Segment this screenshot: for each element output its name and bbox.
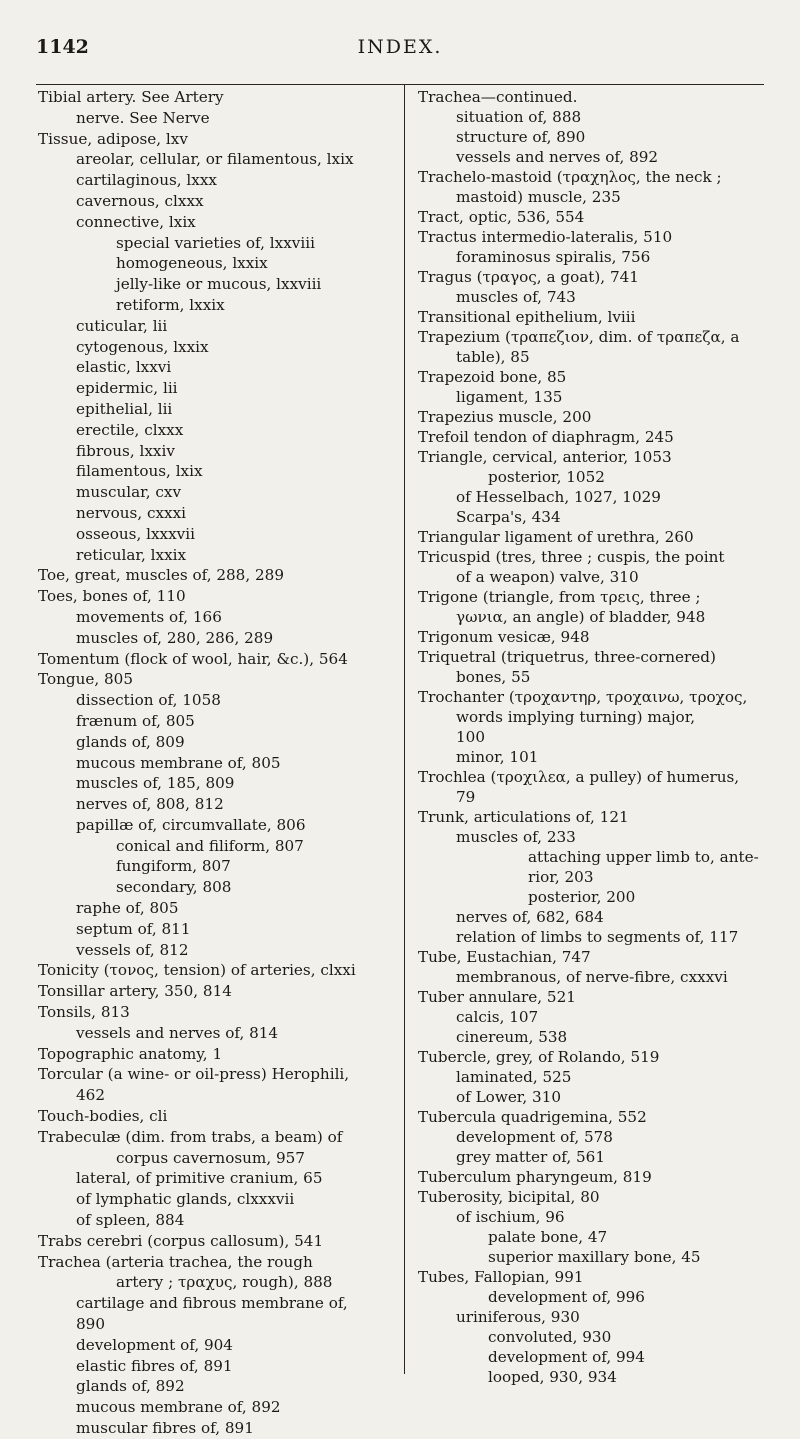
index-entry: Trachelo-mastoid (τραχηλος, the neck ; bbox=[418, 168, 722, 186]
index-entry: jelly-like or mucous, lxxviii bbox=[116, 275, 322, 294]
index-entry: muscles of, 233 bbox=[456, 828, 576, 846]
index-entry: elastic, lxxvi bbox=[76, 358, 172, 377]
index-entry: cuticular, lii bbox=[76, 316, 168, 335]
index-entry: muscular, cxv bbox=[76, 483, 182, 502]
page-header bbox=[32, 36, 768, 66]
index-entry: attaching upper limb to, ante- bbox=[528, 848, 759, 866]
index-entry: structure of, 890 bbox=[456, 128, 586, 146]
index-entry: corpus cavernosum, 957 bbox=[116, 1148, 305, 1167]
index-entry: homogeneous, lxxix bbox=[116, 254, 268, 273]
index-entry: of Hesselbach, 1027, 1029 bbox=[456, 488, 661, 506]
index-entry: convoluted, 930 bbox=[488, 1328, 612, 1346]
index-entry: 462 bbox=[76, 1086, 105, 1105]
index-entry: posterior, 200 bbox=[528, 888, 636, 906]
index-entry: development of, 996 bbox=[488, 1288, 645, 1306]
index-entry: Trachea (arteria trachea, the rough bbox=[38, 1252, 313, 1271]
index-entry: epithelial, lii bbox=[76, 399, 173, 418]
index-entry: nerves of, 682, 684 bbox=[456, 908, 604, 926]
index-entry: papillæ of, circumvallate, 806 bbox=[76, 815, 306, 834]
running-title: INDEX. bbox=[357, 36, 443, 58]
index-entry: posterior, 1052 bbox=[488, 468, 605, 486]
header-rule bbox=[36, 84, 764, 85]
index-entry: foraminosus spiralis, 756 bbox=[456, 248, 651, 266]
index-entry: areolar, cellular, or filamentous, lxix bbox=[76, 150, 354, 169]
index-entry: of ischium, 96 bbox=[456, 1208, 565, 1226]
column-divider bbox=[404, 84, 405, 1374]
index-entry: Trabeculæ (dim. from trabs, a beam) of bbox=[38, 1127, 343, 1146]
index-entry: relation of limbs to segments of, 117 bbox=[456, 928, 739, 946]
index-entry: mastoid) muscle, 235 bbox=[456, 188, 621, 206]
index-entry: Tonsils, 813 bbox=[38, 1003, 130, 1022]
index-entry: Triquetral (triquetrus, three-cornered) bbox=[418, 648, 716, 666]
index-entry: glands of, 892 bbox=[76, 1377, 185, 1396]
index-entry: development of, 904 bbox=[76, 1335, 233, 1354]
index-entry: cavernous, clxxx bbox=[76, 191, 204, 210]
index-entry: special varieties of, lxxviii bbox=[116, 233, 315, 252]
index-entry: of lymphatic glands, clxxxvii bbox=[76, 1190, 295, 1209]
index-entry: Toe, great, muscles of, 288, 289 bbox=[38, 566, 284, 585]
index-entry: vessels and nerves of, 892 bbox=[456, 148, 659, 166]
index-entry: uriniferous, 930 bbox=[456, 1308, 580, 1326]
index-entry: Toes, bones of, 110 bbox=[38, 587, 186, 606]
index-entry: nerves of, 808, 812 bbox=[76, 795, 224, 814]
index-entry: Tractus intermedio-lateralis, 510 bbox=[418, 228, 673, 246]
index-column-right bbox=[418, 87, 768, 1387]
index-entry: Trapezium (τραπεζιον, dim. of τραπεζα, a bbox=[418, 328, 740, 346]
index-entry: Tomentum (flock of wool, hair, &c.), 564 bbox=[38, 649, 348, 668]
index-entry: laminated, 525 bbox=[456, 1068, 572, 1086]
index-entry: Tuber annulare, 521 bbox=[418, 988, 576, 1006]
index-entry: Touch-bodies, cli bbox=[38, 1107, 168, 1126]
index-entry: Trunk, articulations of, 121 bbox=[418, 808, 629, 826]
index-entry: Trabs cerebri (corpus callosum), 541 bbox=[38, 1231, 324, 1250]
index-entry: glands of, 809 bbox=[76, 732, 185, 751]
index-entry: elastic fibres of, 891 bbox=[76, 1356, 233, 1375]
index-entry: raphe of, 805 bbox=[76, 899, 179, 918]
index-entry: movements of, 166 bbox=[76, 607, 222, 626]
index-entry: erectile, clxxx bbox=[76, 420, 184, 439]
index-entry: muscles of, 743 bbox=[456, 288, 576, 306]
index-entry: γωνια, an angle) of bladder, 948 bbox=[456, 608, 706, 626]
index-entry: septum of, 811 bbox=[76, 919, 191, 938]
index-entry: cartilage and fibrous membrane of, bbox=[76, 1294, 348, 1313]
index-entry: ligament, 135 bbox=[456, 388, 563, 406]
index-entry: Trapezoid bone, 85 bbox=[418, 368, 567, 386]
index-entry: vessels of, 812 bbox=[76, 940, 189, 959]
index-entry: Tonicity (τονος, tension) of arteries, clxxi bbox=[38, 961, 356, 980]
index-entry: Trochanter (τροχαντηρ, τροχαινω, τροχος, bbox=[418, 688, 748, 706]
index-entry: muscles of, 280, 286, 289 bbox=[76, 628, 274, 647]
index-entry: table), 85 bbox=[456, 348, 530, 366]
index-entry: secondary, 808 bbox=[116, 878, 232, 897]
index-entry: epidermic, lii bbox=[76, 379, 178, 398]
index-entry: superior maxillary bone, 45 bbox=[488, 1248, 701, 1266]
index-entry: Triangular ligament of urethra, 260 bbox=[418, 528, 694, 546]
index-entry: lateral, of primitive cranium, 65 bbox=[76, 1169, 323, 1188]
index-entry: mucous membrane of, 892 bbox=[76, 1398, 281, 1417]
index-entry: Tongue, 805 bbox=[38, 670, 134, 689]
index-entry: cartilaginous, lxxx bbox=[76, 171, 217, 190]
index-entry: Torcular (a wine- or oil-press) Herophili, bbox=[38, 1065, 350, 1084]
index-entry: grey matter of, 561 bbox=[456, 1148, 605, 1166]
index-entry: frænum of, 805 bbox=[76, 711, 195, 730]
index-entry: Trefoil tendon of diaphragm, 245 bbox=[418, 428, 674, 446]
index-entry: Trapezius muscle, 200 bbox=[418, 408, 592, 426]
index-entry: nerve. See Nerve bbox=[76, 108, 210, 127]
index-entry: muscles of, 185, 809 bbox=[76, 774, 235, 793]
index-entry: 890 bbox=[76, 1315, 105, 1334]
index-entry: retiform, lxxix bbox=[116, 295, 225, 314]
index-entry: fungiform, 807 bbox=[116, 857, 231, 876]
index-entry: Tube, Eustachian, 747 bbox=[418, 948, 591, 966]
index-entry: 79 bbox=[456, 788, 476, 806]
index-entry: Tonsillar artery, 350, 814 bbox=[38, 982, 232, 1001]
index-entry: osseous, lxxxvii bbox=[76, 524, 195, 543]
index-entry: membranous, of nerve-fibre, cxxxvi bbox=[456, 968, 728, 986]
page-number: 1142 bbox=[36, 36, 89, 58]
index-entry: Trachea—continued. bbox=[418, 88, 578, 106]
index-entry: fibrous, lxxiv bbox=[76, 441, 175, 460]
index-entry: Topographic anatomy, 1 bbox=[38, 1044, 223, 1063]
index-column-left bbox=[38, 87, 398, 1439]
index-entry: Trochlea (τροχιλεα, a pulley) of humerus, bbox=[418, 768, 740, 786]
index-entry: artery ; τραχυς, rough), 888 bbox=[116, 1273, 333, 1292]
index-entry: looped, 930, 934 bbox=[488, 1368, 617, 1386]
index-entry: Transitional epithelium, lviii bbox=[418, 308, 636, 326]
index-entry: 100 bbox=[456, 728, 485, 746]
index-entry: vessels and nerves of, 814 bbox=[76, 1023, 279, 1042]
index-entry: development of, 994 bbox=[488, 1348, 645, 1366]
index-entry: connective, lxix bbox=[76, 212, 196, 231]
index-entry: bones, 55 bbox=[456, 668, 531, 686]
index-entry: cinereum, 538 bbox=[456, 1028, 568, 1046]
index-entry: Trigonum vesicæ, 948 bbox=[418, 628, 590, 646]
index-entry: words implying turning) major, bbox=[456, 708, 696, 726]
index-entry: Tissue, adipose, lxv bbox=[38, 129, 188, 148]
index-entry: Tragus (τραγος, a goat), 741 bbox=[418, 268, 639, 286]
index-entry: Tubercula quadrigemina, 552 bbox=[418, 1108, 647, 1126]
index-entry: muscular fibres of, 891 bbox=[76, 1419, 254, 1437]
index-entry: Tuberosity, bicipital, 80 bbox=[418, 1188, 600, 1206]
index-entry: Tuberculum pharyngeum, 819 bbox=[418, 1168, 652, 1186]
index-entry: mucous membrane of, 805 bbox=[76, 753, 281, 772]
index-entry: Triangle, cervical, anterior, 1053 bbox=[418, 448, 672, 466]
index-entry: minor, 101 bbox=[456, 748, 539, 766]
index-entry: nervous, cxxxi bbox=[76, 503, 187, 522]
index-entry: Tricuspid (tres, three ; cuspis, the point bbox=[418, 548, 725, 566]
index-entry: calcis, 107 bbox=[456, 1008, 539, 1026]
index-entry: cytogenous, lxxix bbox=[76, 337, 209, 356]
index-entry: Tubercle, grey, of Rolando, 519 bbox=[418, 1048, 660, 1066]
index-entry: filamentous, lxix bbox=[76, 462, 203, 481]
index-entry: Tubes, Fallopian, 991 bbox=[418, 1268, 584, 1286]
index-entry: palate bone, 47 bbox=[488, 1228, 608, 1246]
index-entry: conical and filiform, 807 bbox=[116, 836, 304, 855]
index-entry: development of, 578 bbox=[456, 1128, 613, 1146]
index-entry: dissection of, 1058 bbox=[76, 691, 221, 710]
index-entry: of Lower, 310 bbox=[456, 1088, 562, 1106]
index-entry: of spleen, 884 bbox=[76, 1211, 185, 1230]
index-entry: situation of, 888 bbox=[456, 108, 582, 126]
index-entry: Tibial artery. See Artery bbox=[38, 88, 224, 106]
index-entry: reticular, lxxix bbox=[76, 545, 187, 564]
index-entry: Trigone (triangle, from τρεις, three ; bbox=[418, 588, 701, 606]
index-entry: of a weapon) valve, 310 bbox=[456, 568, 639, 586]
index-entry: Tract, optic, 536, 554 bbox=[418, 208, 585, 226]
index-entry: Scarpa's, 434 bbox=[456, 508, 561, 526]
index-entry: rior, 203 bbox=[528, 868, 594, 886]
